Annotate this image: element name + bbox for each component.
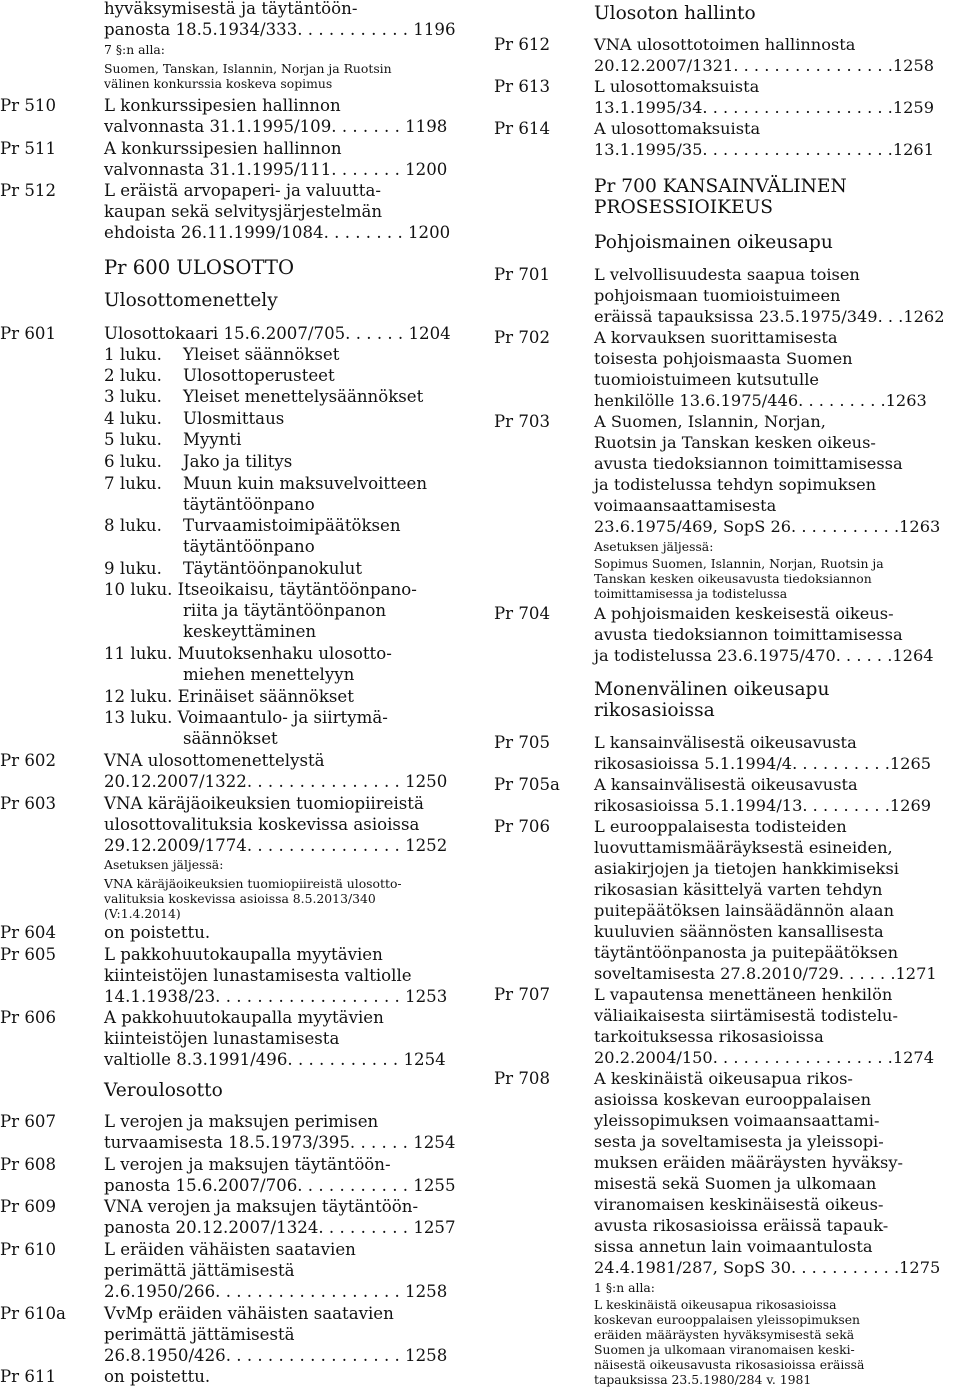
chapter-label: 9 luku.	[104, 559, 162, 578]
entry-text-line: misestä sekä Suomen ja ulkomaan	[594, 1174, 877, 1193]
section-number-label: Pr 604	[0, 923, 57, 942]
entry-text-line: A keskinäistä oikeusapua rikos-	[594, 1069, 853, 1088]
chapter-title-line: Yleiset menettelysäännökset	[183, 387, 424, 406]
section-number-label: Pr 606	[0, 1008, 57, 1027]
small-note-line: Sopimus Suomen, Islannin, Norjan, Ruotsin ja	[594, 556, 884, 571]
entry-text-line: panosta 15.6.2007/706. . . . . . . . . . . 1255	[104, 1176, 456, 1195]
small-note-line: Asetuksen jäljessä:	[104, 857, 224, 872]
section-number-label: Pr 611	[0, 1367, 57, 1386]
entry-text-line: valvonnasta 31.1.1995/109. . . . . . . 1198	[104, 117, 448, 136]
entry-text-line: perimättä jättämisestä	[104, 1325, 295, 1344]
section-number-label: Pr 603	[0, 794, 57, 813]
entry-text-line: panosta 20.12.2007/1324. . . . . . . . . 1257	[104, 1218, 456, 1237]
chapter-title-line: Ulosottoperusteet	[183, 366, 335, 385]
entry-text-line: L konkurssipesien hallinnon	[104, 96, 341, 115]
chapter-title-line: Yleiset säännökset	[183, 345, 340, 364]
chapter-label: 12 luku. Erinäiset säännökset	[104, 687, 354, 706]
entry-text-line: rikosasioissa 5.1.1994/4. . . . . . . . . .1265	[594, 754, 932, 773]
chapter-label: 13 luku. Voimaantulo- ja siirtymä-	[104, 708, 388, 727]
section-heading: Ulosoton hallinto	[594, 3, 756, 24]
entry-text-line: valtiolle 8.3.1991/496. . . . . . . . . . . 1254	[104, 1050, 446, 1069]
entry-text-line: L eurooppalaisesta todisteiden	[594, 817, 847, 836]
section-number-label: Pr 609	[0, 1197, 57, 1216]
entry-text-line: valvonnasta 31.1.1995/111. . . . . . . 1200	[104, 160, 448, 179]
entry-text-line: panosta 18.5.1934/333. . . . . . . . . . . 1196	[104, 20, 456, 39]
small-note-line: tapauksissa 23.5.1980/284 v. 1981	[594, 1372, 812, 1387]
entry-text-line: avusta tiedoksiannon toimittamisessa	[594, 454, 903, 473]
entry-text-line: sesta ja soveltamisesta ja yleissopi-	[594, 1132, 884, 1151]
subsection-heading: Monenvälinen oikeusapu	[594, 679, 830, 700]
entry-text-line: 2.6.1950/266. . . . . . . . . . . . . . . . . . 1258	[104, 1282, 448, 1301]
entry-text-line: 26.8.1950/426. . . . . . . . . . . . . . . . . 1258	[104, 1346, 448, 1365]
entry-text-line: 13.1.1995/34. . . . . . . . . . . . . . . . . . .1259	[594, 98, 935, 117]
section-number-label: Pr 602	[0, 751, 57, 770]
chapter-label: 1 luku.	[104, 345, 162, 364]
entry-text-line: 20.12.2007/1321. . . . . . . . . . . . . . . .1258	[594, 56, 935, 75]
entry-text-line: 23.6.1975/469, SopS 26. . . . . . . . . . .1263	[594, 517, 941, 536]
entry-text-line: VNA ulosottotoimen hallinnosta	[594, 35, 856, 54]
chapter-label: 6 luku.	[104, 452, 162, 471]
chapter-label: 7 luku.	[104, 474, 162, 493]
section-number-label: Pr 704	[494, 604, 551, 623]
section-number-label: Pr 705a	[494, 775, 560, 794]
entry-text-line: 20.2.2004/150. . . . . . . . . . . . . . . . . .1274	[594, 1048, 935, 1067]
entry-text-line: L pakkohuutokaupalla myytävien	[104, 945, 383, 964]
entry-text-line: kaupan sekä selvitysjärjestelmän	[104, 202, 383, 221]
entry-text-line: on poistettu.	[104, 923, 211, 942]
entry-text-line: 13.1.1995/35. . . . . . . . . . . . . . . . . . .1261	[594, 140, 935, 159]
entry-text-line: 20.12.2007/1322. . . . . . . . . . . . . . . 1250	[104, 772, 448, 791]
entry-text-line: soveltamisesta 27.8.2010/729. . . . . .1271	[594, 964, 937, 983]
entry-text-line: Ulosottokaari 15.6.2007/705. . . . . . 1204	[104, 324, 451, 343]
entry-text-line: VNA ulosottomenettelystä	[104, 751, 325, 770]
entry-text-line: avusta rikosasioissa eräissä tapauk-	[594, 1216, 889, 1235]
entry-text-line: kuuluvien säännösten kansallisesta	[594, 922, 884, 941]
chapter-title-line: säännökset	[183, 729, 278, 748]
entry-text-line: A Suomen, Islannin, Norjan,	[594, 412, 826, 431]
entry-text-line: puitepäätöksen lainsäädännön alaan	[594, 901, 895, 920]
section-heading: Pr 600 ULOSOTTO	[104, 256, 295, 279]
entry-text-line: ulosottovalituksia koskevissa asioissa	[104, 815, 420, 834]
small-note-line: koskevan eurooppalaisen yleissopimuksen	[594, 1312, 861, 1327]
entry-text-line: L velvollisuudesta saapua toisen	[594, 265, 860, 284]
small-note-line: Suomen, Tanskan, Islannin, Norjan ja Ruotsin	[104, 61, 392, 76]
entry-text-line: turvaamisesta 18.5.1973/395. . . . . . 1254	[104, 1133, 456, 1152]
entry-text-line: 14.1.1938/23. . . . . . . . . . . . . . . . . . 1253	[104, 987, 448, 1006]
section-number-label: Pr 705	[494, 733, 551, 752]
entry-text-line: toisesta pohjoismaasta Suomen	[594, 349, 853, 368]
section-number-label: Pr 608	[0, 1155, 57, 1174]
small-note-line: toimittamisessa ja todistelussa	[594, 586, 788, 601]
small-note-line: valituksia koskevissa asioissa 8.5.2013/340	[104, 891, 376, 906]
entry-text-line: 29.12.2009/1774. . . . . . . . . . . . . . . 1252	[104, 836, 448, 855]
small-note-line: Tanskan kesken oikeusavusta tiedoksiannon	[594, 571, 872, 586]
small-note-line: näisestä oikeusavusta rikosasioissa eräissä	[594, 1357, 865, 1372]
section-number-label: Pr 512	[0, 181, 57, 200]
section-number-label: Pr 510	[0, 96, 57, 115]
entry-text-line: tarkoituksessa rikosasioissa	[594, 1027, 824, 1046]
entry-text-line: asiakirjojen ja tietojen hankkimiseksi	[594, 859, 899, 878]
subsection-heading: Pohjoismainen oikeusapu	[594, 232, 833, 253]
entry-text-line: L eräiden vähäisten saatavien	[104, 1240, 356, 1259]
entry-text-line: viranomaisen keskinäisestä oikeus-	[594, 1195, 884, 1214]
section-number-label: Pr 706	[494, 817, 551, 836]
entry-text-line: eräissä tapauksissa 23.5.1975/349. . .1262	[594, 307, 945, 326]
chapter-title-line: keskeyttäminen	[183, 622, 317, 641]
entry-text-line: Ruotsin ja Tanskan kesken oikeus-	[594, 433, 876, 452]
entry-text-line: henkilölle 13.6.1975/446. . . . . . . . .1263	[594, 391, 927, 410]
chapter-title-line: Täytäntöönpanokulut	[183, 559, 363, 578]
subsection-heading: rikosasioissa	[594, 700, 715, 721]
chapter-title-line: miehen menettelyyn	[183, 665, 355, 684]
section-number-label: Pr 614	[494, 119, 551, 138]
entry-text-line: voimaansaattamisesta	[594, 496, 777, 515]
section-number-label: Pr 708	[494, 1069, 551, 1088]
small-note-line: VNA käräjäoikeuksien tuomiopiireistä ulosotto-	[104, 876, 402, 891]
section-heading: Pr 700 KANSAINVÄLINEN	[594, 176, 847, 197]
entry-text-line: asioissa koskevan eurooppalaisen	[594, 1090, 872, 1109]
entry-text-line: A konkurssipesien hallinnon	[104, 139, 342, 158]
section-number-label: Pr 703	[494, 412, 551, 431]
entry-text-line: tuomioistuimeen kutsutulle	[594, 370, 819, 389]
entry-text-line: A pohjoismaiden keskeisestä oikeus-	[594, 604, 894, 623]
entry-text-line: A korvauksen suorittamisesta	[594, 328, 838, 347]
chapter-title-line: riita ja täytäntöönpanon	[183, 601, 387, 620]
subsection-heading: Ulosottomenettely	[104, 290, 278, 311]
entry-text-line: avusta tiedoksiannon toimittamisessa	[594, 625, 903, 644]
small-note-line: (V:1.4.2014)	[104, 906, 181, 921]
entry-text-line: L vapautensa menettäneen henkilön	[594, 985, 893, 1004]
section-number-label: Pr 610a	[0, 1304, 66, 1323]
entry-text-line: kiinteistöjen lunastamisesta	[104, 1029, 340, 1048]
entry-text-line: on poistettu.	[104, 1367, 211, 1386]
entry-text-line: hyväksymisestä ja täytäntöön-	[104, 0, 358, 18]
section-number-label: Pr 702	[494, 328, 551, 347]
section-number-label: Pr 701	[494, 265, 551, 284]
entry-text-line: A kansainvälisestä oikeusavusta	[594, 775, 858, 794]
entry-text-line: pohjoismaan tuomioistuimeen	[594, 286, 841, 305]
entry-text-line: A ulosottomaksuista	[594, 119, 761, 138]
chapter-title-line: Myynti	[183, 430, 242, 449]
chapter-title-line: Ulosmittaus	[183, 409, 285, 428]
entry-text-line: ehdoista 26.11.1999/1084. . . . . . . . 1200	[104, 223, 451, 242]
subsection-heading: Veroulosotto	[104, 1080, 223, 1101]
chapter-title-line: Muun kuin maksuvelvoitteen	[183, 474, 428, 493]
entry-text-line: L eräistä arvopaperi- ja valuutta-	[104, 181, 381, 200]
entry-text-line: L verojen ja maksujen perimisen	[104, 1112, 379, 1131]
chapter-title-line: Turvaamistoimipäätöksen	[183, 516, 401, 535]
entry-text-line: perimättä jättämisestä	[104, 1261, 295, 1280]
entry-text-line: ja todistelussa tehdyn sopimuksen	[594, 475, 877, 494]
entry-text-line: sissa annetun lain voimaantulosta	[594, 1237, 873, 1256]
entry-text-line: L ulosottomaksuista	[594, 77, 760, 96]
section-heading: PROSESSIOIKEUS	[594, 197, 774, 218]
entry-text-line: VNA verojen ja maksujen täytäntöön-	[104, 1197, 419, 1216]
entry-text-line: rikosasian käsittelyä varten tehdyn	[594, 880, 883, 899]
entry-text-line: yleissopimuksen voimaansaattami-	[594, 1111, 880, 1130]
chapter-title-line: täytäntöönpano	[183, 537, 315, 556]
section-number-label: Pr 511	[0, 139, 57, 158]
chapter-label: 4 luku.	[104, 409, 162, 428]
entry-text-line: ja todistelussa 23.6.1975/470. . . . . .1264	[594, 646, 934, 665]
entry-text-line: VvMp eräiden vähäisten saatavien	[104, 1304, 394, 1323]
chapter-title-line: täytäntöönpano	[183, 495, 315, 514]
entry-text-line: A pakkohuutokaupalla myytävien	[104, 1008, 384, 1027]
entry-text-line: täytäntöönpanosta ja puitepäätöksen	[594, 943, 898, 962]
entry-text-line: 24.4.1981/287, SopS 30. . . . . . . . . . .1275	[594, 1258, 941, 1277]
section-number-label: Pr 601	[0, 324, 57, 343]
entry-text-line: luovuttamismääräyksestä esineiden,	[594, 838, 893, 857]
entry-text-line: muksen eräiden määräysten hyväksy-	[594, 1153, 903, 1172]
entry-text-line: rikosasioissa 5.1.1994/13. . . . . . . . .1269	[594, 796, 932, 815]
section-number-label: Pr 607	[0, 1112, 57, 1131]
chapter-label: 11 luku. Muutoksenhaku ulosotto-	[104, 644, 392, 663]
entry-text-line: kiinteistöjen lunastamisesta valtiolle	[104, 966, 412, 985]
small-note-line: Suomen ja ulkomaan viranomaisen keski-	[594, 1342, 855, 1357]
entry-text-line: VNA käräjäoikeuksien tuomiopiireistä	[104, 794, 424, 813]
entry-text-line: L kansainvälisestä oikeusavusta	[594, 733, 857, 752]
chapter-label: 8 luku.	[104, 516, 162, 535]
chapter-label: 10 luku. Itseoikaisu, täytäntöönpano-	[104, 580, 417, 599]
small-note-line: 1 §:n alla:	[594, 1280, 655, 1295]
section-number-label: Pr 605	[0, 945, 57, 964]
chapter-title-line: Jako ja tilitys	[183, 452, 293, 471]
section-number-label: Pr 610	[0, 1240, 57, 1259]
section-number-label: Pr 613	[494, 77, 551, 96]
section-number-label: Pr 707	[494, 985, 551, 1004]
small-note-line: eräiden määräysten hyväksymisestä sekä	[594, 1327, 855, 1342]
small-note-line: L keskinäistä oikeusapua rikosasioissa	[594, 1297, 837, 1312]
small-note-line: Asetuksen jäljessä:	[594, 539, 714, 554]
chapter-label: 5 luku.	[104, 430, 162, 449]
section-number-label: Pr 612	[494, 35, 551, 54]
small-note-line: välinen konkurssia koskeva sopimus	[104, 76, 333, 91]
chapter-label: 2 luku.	[104, 366, 162, 385]
entry-text-line: L verojen ja maksujen täytäntöön-	[104, 1155, 391, 1174]
entry-text-line: väliaikaisesta siirtämisestä todistelu-	[594, 1006, 898, 1025]
chapter-label: 3 luku.	[104, 387, 162, 406]
small-note-line: 7 §:n alla:	[104, 42, 165, 57]
